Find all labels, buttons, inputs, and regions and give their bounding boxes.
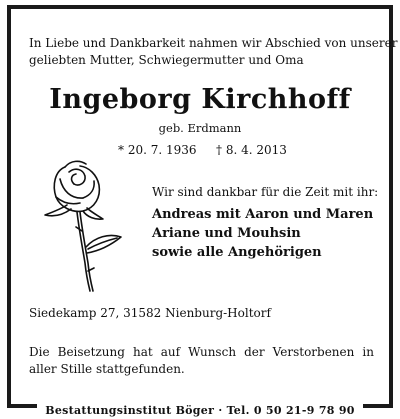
family-line: Andreas mit Aaron und Maren <box>152 207 374 222</box>
intro-line: geliebten Mutter, Schwiegermutter und Oma <box>29 53 304 67</box>
thanks-line: Wir sind dankbar für die Zeit mit ihr: <box>152 185 379 199</box>
family-list <box>152 205 373 262</box>
intro-text <box>29 35 398 69</box>
address: Siedekamp 27, 31582 Nienburg-Holtorf <box>29 306 271 320</box>
maiden-name: geb. Erdmann <box>158 121 242 135</box>
funeral-home-contact: Bestattungsinstitut Böger · Tel. 0 50 21-9 78 90 <box>37 403 363 419</box>
intro-line: In Liebe und Dankbarkeit nahmen wir Abschied von unserer <box>29 36 398 50</box>
rose-icon <box>25 145 137 293</box>
footer <box>0 399 400 415</box>
birth-date: * 20. 7. 1936 <box>118 143 197 157</box>
family-line: Ariane und Mouhsin <box>152 226 301 241</box>
death-date: † 8. 4. 2013 <box>216 143 287 157</box>
family-line: sowie alle Angehörigen <box>152 245 322 260</box>
funeral-note: Die Beisetzung hat auf Wunsch der Verstorbenen in aller Stille stattgefunden. <box>29 345 374 376</box>
deceased-name: Ingeborg Kirchhoff <box>49 84 351 115</box>
